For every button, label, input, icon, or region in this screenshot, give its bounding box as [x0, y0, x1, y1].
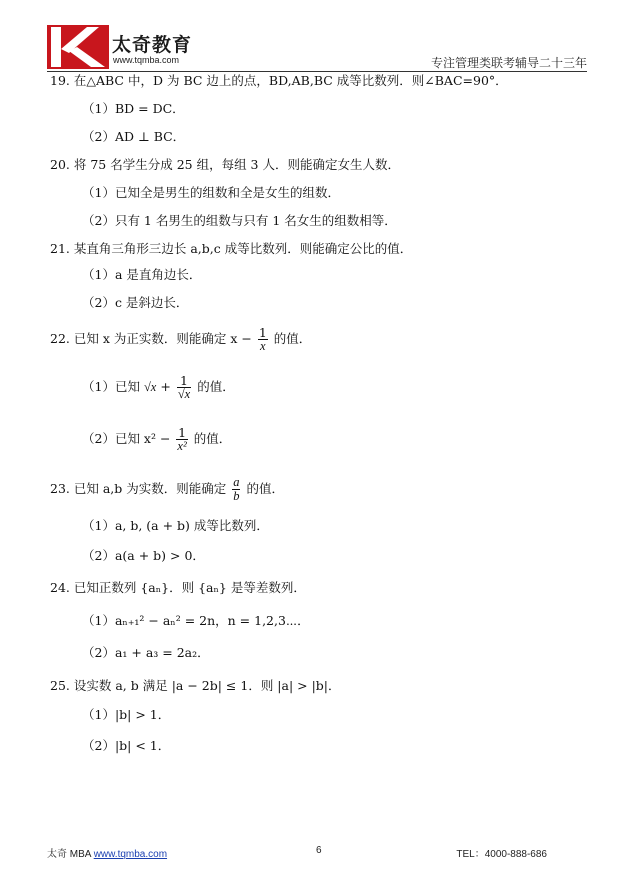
footer-left: 太奇 MBA www.tqmba.com [47, 849, 168, 860]
brand-url: www.tqmba.com [113, 55, 180, 65]
condition-2: （2）只有 1 名男生的组数与只有 1 名女生的组数相等． [82, 213, 397, 228]
fraction: $\frac{a}{b}$ [233, 475, 240, 503]
condition-2: （2）AD ⊥ BC． [82, 129, 186, 144]
question-number: 21. [50, 241, 70, 256]
condition-1: （1）已知全是男生的组数和全是女生的组数． [82, 185, 340, 200]
page-number: 6 [316, 845, 322, 856]
question-21 [50, 241, 412, 257]
condition-2: （2）a(a + b) > 0． [82, 548, 205, 563]
question-number: 24. [50, 580, 70, 595]
condition-1: （1）a 是直角边长． [82, 267, 202, 282]
logo-icon [47, 25, 109, 69]
question-number: 20. [50, 157, 70, 172]
sqrt-expression: √x [143, 380, 157, 394]
header-divider [47, 71, 587, 72]
condition-2: （2）c 是斜边长． [82, 295, 189, 310]
footer-phone: TEL：4000-888-686 [456, 849, 547, 860]
series-title: 专注管理类联考辅导二十三年 [430, 56, 587, 70]
condition-2: （2）a₁ + a₃ = 2a₂． [82, 645, 210, 660]
question-19 [50, 73, 508, 89]
condition-1: （1）BD = DC． [82, 101, 185, 116]
condition-1: （1）a, b, (a + b) 成等比数列． [82, 518, 269, 533]
question-23: 23. 已知 a,b 为实数．则能确定 $\frac{a}{b}$ 的值． [50, 475, 284, 503]
question-number: 22. [50, 331, 70, 346]
question-stem: 在△ABC 中，D 为 BC 边上的点，BD,AB,BC 成等比数列．则∠BAC=90°． [73, 73, 508, 88]
fraction: $\frac{1}{√x}$ [177, 373, 191, 401]
question-stem: 已知正数列 {aₙ}．则 {aₙ} 是等差数列． [73, 580, 306, 595]
footer-link[interactable]: www.tqmba.com [93, 849, 168, 860]
condition-1: （1）aₙ₊₁² − aₙ² = 2n，n = 1,2,3⋯． [82, 613, 310, 628]
fraction: $\frac{1}{\text{x²}}$ [177, 425, 187, 453]
page-header [0, 0, 633, 75]
condition-2: （2）|b| < 1． [82, 738, 171, 753]
condition-1: （1）|b| > 1． [82, 707, 171, 722]
condition-2: （2）已知 x² − $\frac{1}{\text{x²}}$ 的值． [82, 425, 232, 453]
condition-1: （1）已知 √x + $\frac{1}{√x}$ 的值． [82, 373, 235, 401]
question-number: 25. [50, 678, 70, 693]
question-22: 22. 已知 x 为正实数．则能确定 x − $\frac{1}{x}$ 的值． [50, 325, 312, 353]
question-stem: 将 75 名学生分成 25 组，每组 3 人．则能确定女生人数． [73, 157, 400, 172]
question-24 [50, 580, 306, 596]
question-number: 23. [50, 481, 70, 496]
brand-name: 太奇教育 [112, 34, 193, 56]
question-stem: 设实数 a, b 满足 |a − 2b| ≤ 1．则 |a| > |b|． [73, 678, 341, 693]
question-20 [50, 157, 400, 173]
fraction: $\frac{1}{x}$ [258, 325, 267, 353]
question-stem: 已知 x 为正实数．则能确定 x − [73, 331, 252, 346]
question-number: 19. [50, 73, 70, 88]
question-25 [50, 678, 341, 694]
question-stem: 已知 a,b 为实数．则能确定 [73, 481, 227, 496]
question-stem: 某直角三角形三边长 a,b,c 成等比数列．则能确定公比的值． [73, 241, 413, 256]
